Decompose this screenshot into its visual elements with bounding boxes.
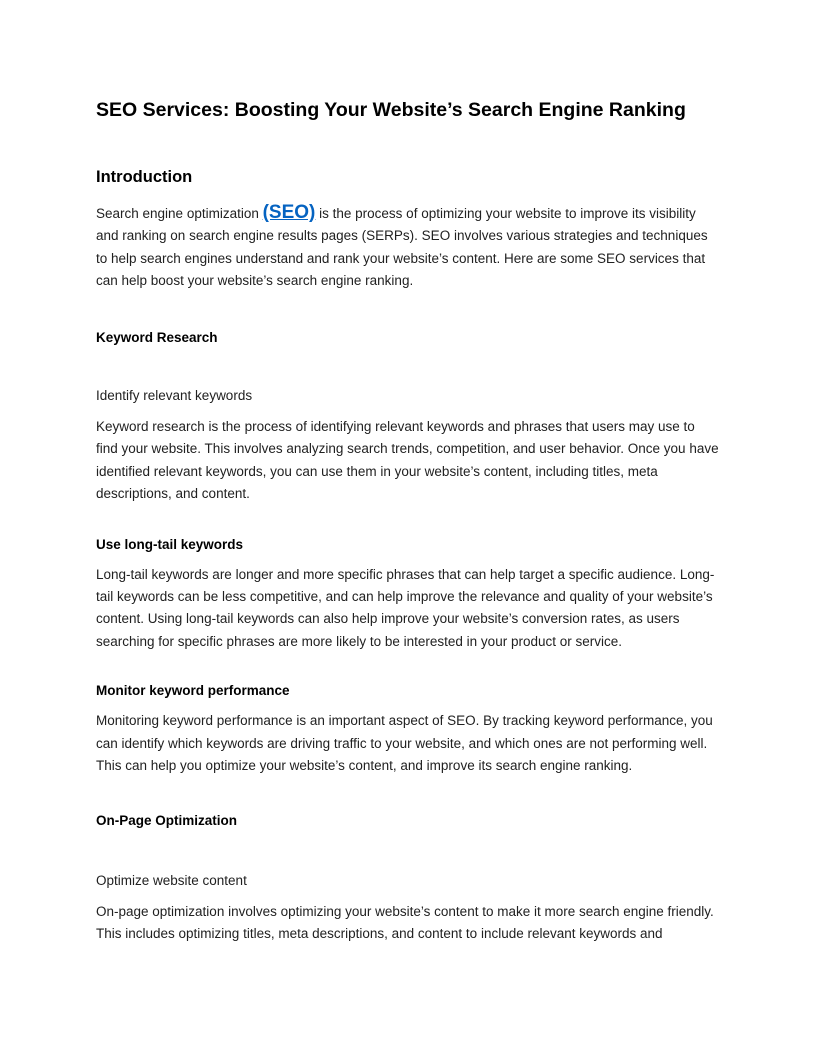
section-heading-introduction: Introduction xyxy=(96,168,193,186)
section-heading-use-long-tail-keywords: Use long-tail keywords xyxy=(96,536,244,552)
document-title: SEO Services: Boosting Your Website’s Search Engine Ranking xyxy=(96,99,686,121)
intro-paragraph xyxy=(96,202,720,293)
subheading-optimize-website-content: Optimize website content xyxy=(96,872,247,888)
intro-text-before-link: Search engine optimization xyxy=(96,206,263,221)
paragraph-long-tail-keywords: Long-tail keywords are longer and more specific phrases that can help target a specific audience. Long-tail keywords can be less competitive, and can help improve the relevance and quality of your website’s content. Using long-tail keywords can also help improve your website’s conversion rates, as users searching for specific phrases are more likely to be interested in your product or service. xyxy=(96,566,715,649)
paragraph-keyword-research: Keyword research is the process of identifying relevant keywords and phrases that users may use to find your website. This involves analyzing search trends, competition, and user behavior. Once you have identified relevant keywords, you can use them in your website’s content, including titles, meta descriptions, and content. xyxy=(96,419,719,502)
section-heading-on-page-optimization: On-Page Optimization xyxy=(96,812,238,828)
paragraph-on-page-optimization: On-page optimization involves optimizing your website’s content to make it more search engine friendly. This includes optimizing titles, meta descriptions, and content to include relevant keywords and xyxy=(96,903,714,942)
subheading-identify-relevant-keywords: Identify relevant keywords xyxy=(96,387,253,403)
intro-text-after-link: is the process of optimizing your website to improve its visibility and ranking on search engine results pages (SERPs). SEO involves various strategies and techniques to help search engines understand and rank your website’s content. Here are some SEO services that can help boost your website’s search engine ranking. xyxy=(96,206,708,289)
seo-hyperlink[interactable]: (SEO) xyxy=(262,202,316,223)
paragraph-monitor-keyword-performance: Monitoring keyword performance is an important aspect of SEO. By tracking keyword performance, you can identify which keywords are driving traffic to your website, and which ones are not performing well. This can help you optimize your website’s content, and improve its search engine ranking. xyxy=(96,713,713,774)
section-heading-keyword-research: Keyword Research xyxy=(96,329,218,345)
section-heading-monitor-keyword-performance: Monitor keyword performance xyxy=(96,683,290,699)
